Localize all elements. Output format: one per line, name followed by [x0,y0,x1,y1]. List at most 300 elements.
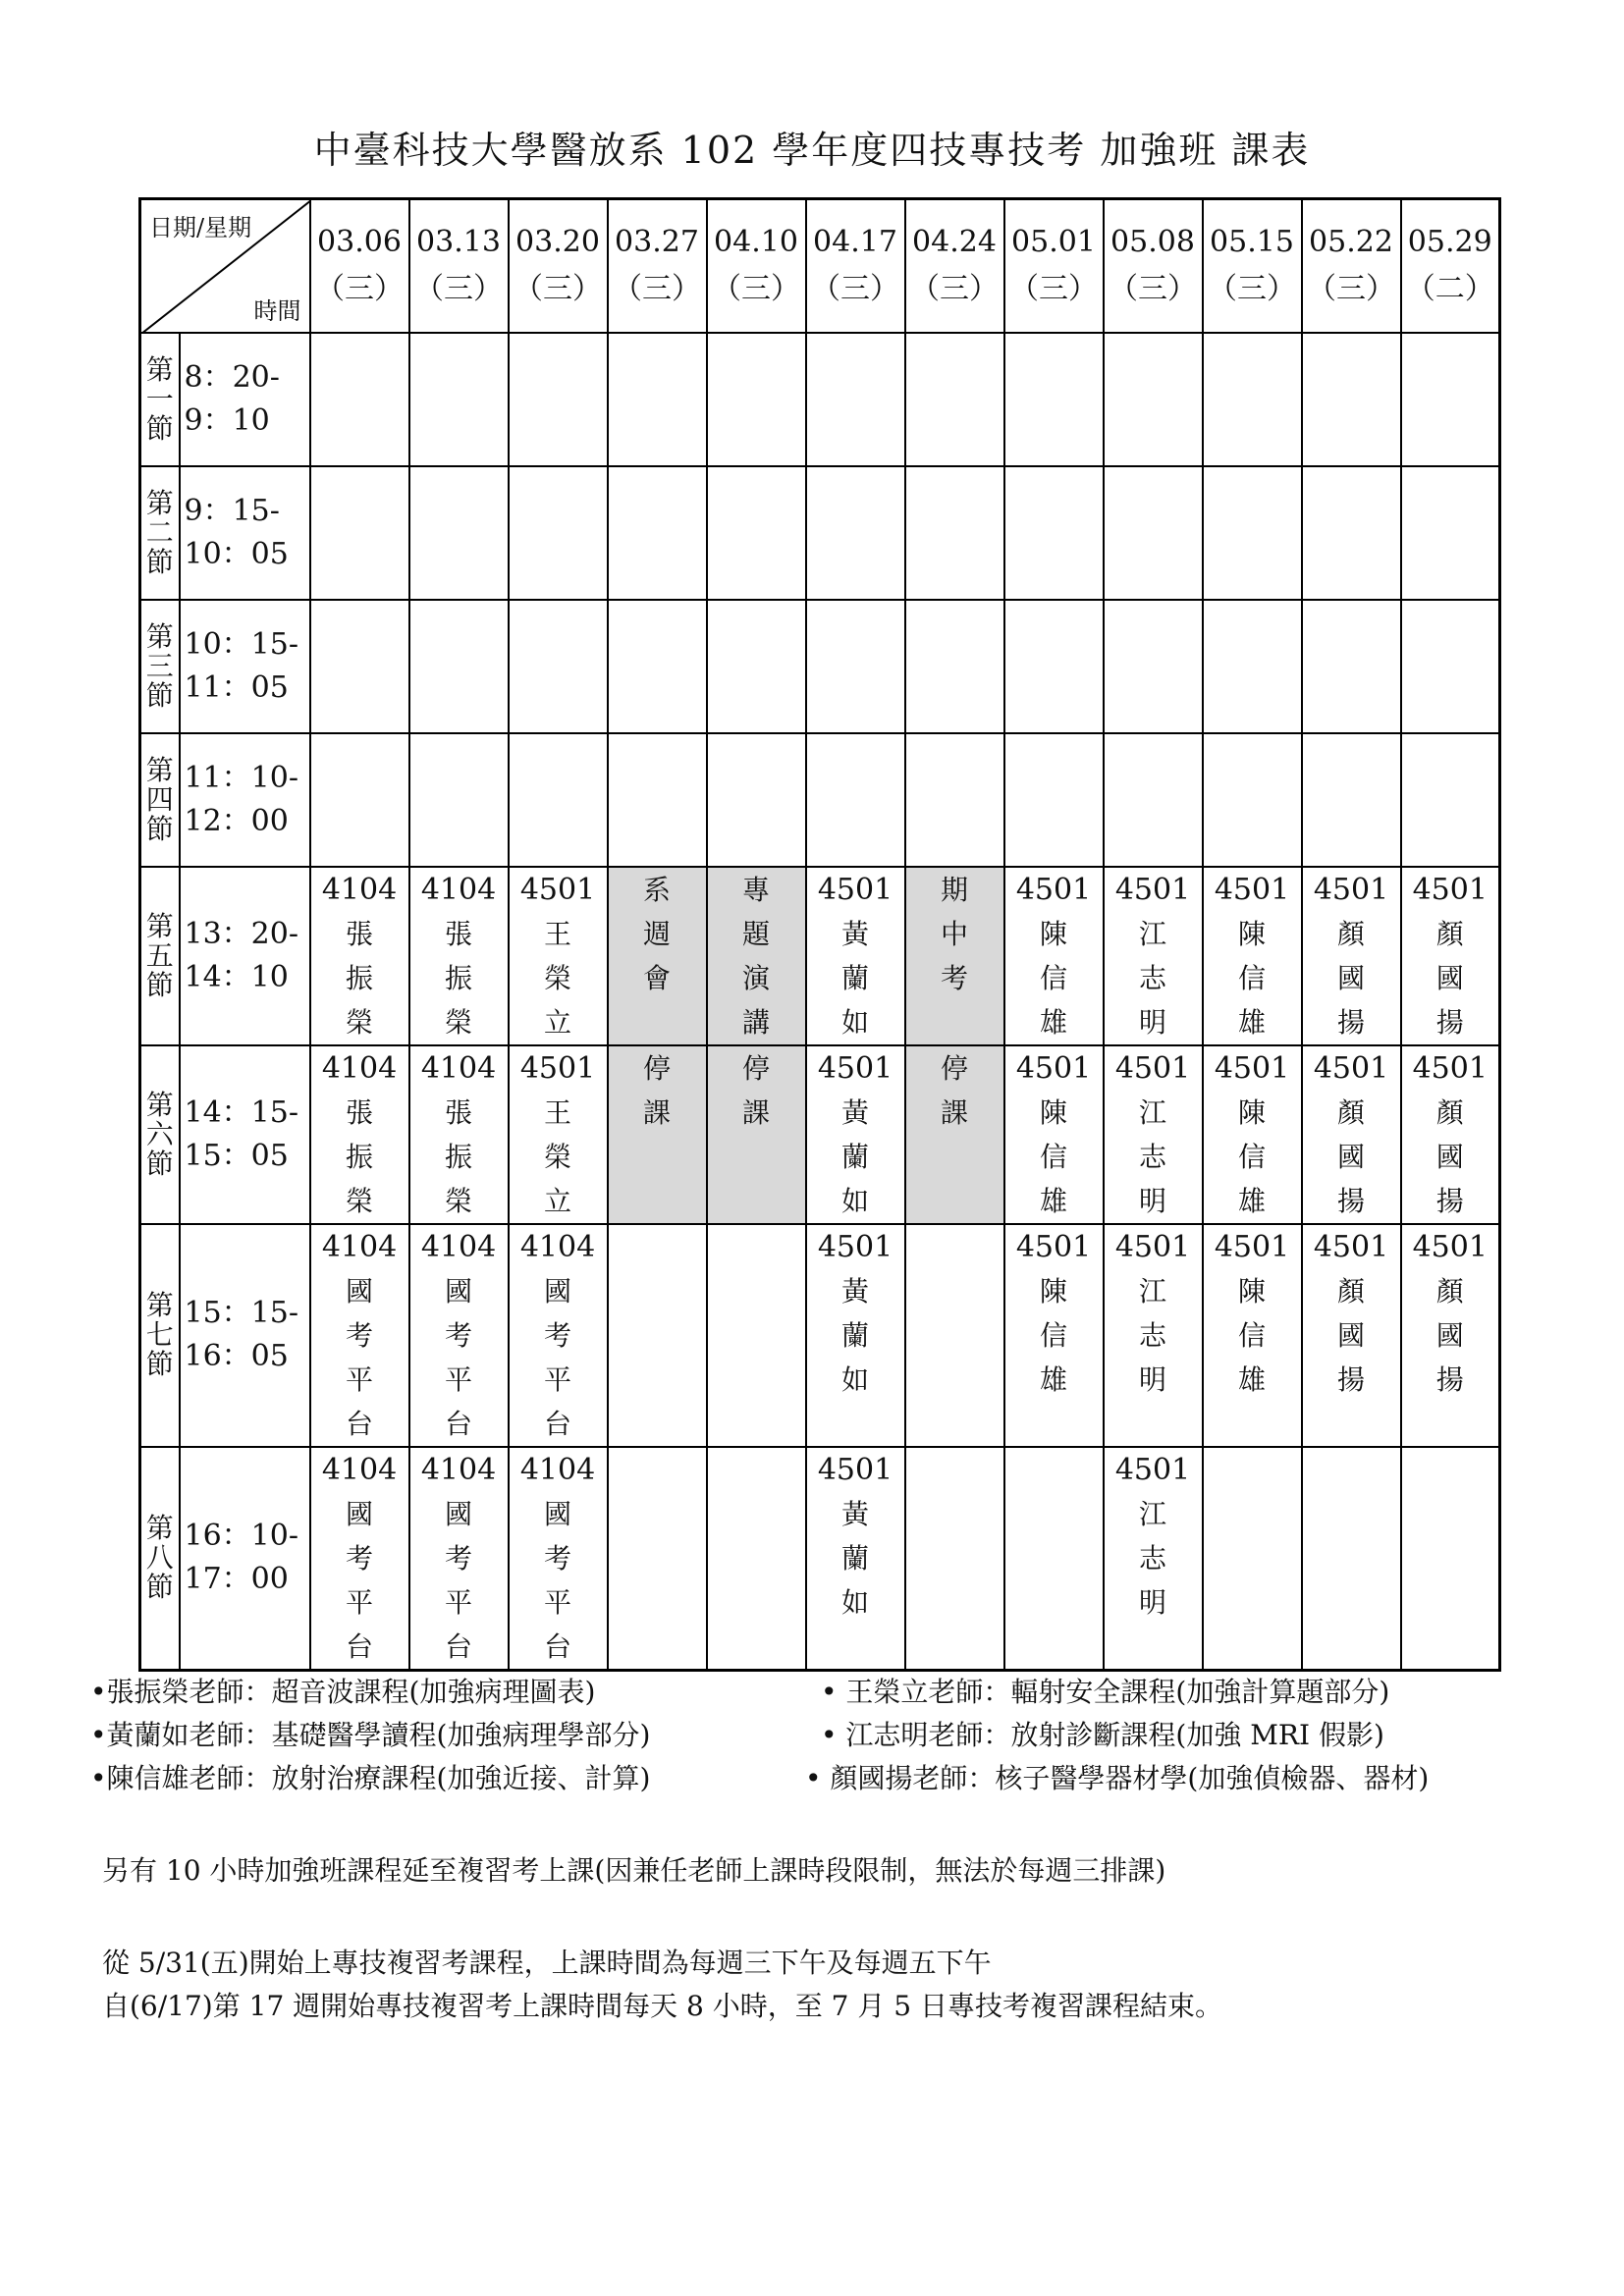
class-text-char: 台 [345,1629,373,1663]
class-cell [1401,1045,1500,1224]
period-label-char: 第 [145,352,174,386]
weekday-label: （三） [315,271,404,306]
class-text-char: 張 [345,1095,373,1129]
corner-header-cell [140,199,310,333]
teacher-note-left-1: •張振榮老師：超音波課程(加強病理圖表) [90,1676,596,1708]
class-cell [1104,1224,1203,1447]
class-cell [409,1447,509,1671]
class-text-char: 揚 [1336,1362,1365,1396]
empty-class-cell [409,333,509,466]
period-label-char: 第 [145,486,174,519]
class-text-char: 顏 [1336,917,1365,950]
class-cell [509,1224,608,1447]
period-row [140,333,1500,466]
empty-class-cell [806,733,905,867]
room-number: 4501 [1015,1229,1092,1264]
empty-class-cell [1004,1447,1104,1671]
period-label-cell [140,466,180,600]
period-start-time: 11：10- [184,760,298,795]
class-text-char: 揚 [1435,1005,1464,1039]
class-text-char: 立 [543,1005,571,1039]
room-number: 4501 [817,1050,893,1086]
class-text-char: 國 [543,1274,571,1308]
period-start-time: 8：20- [184,359,280,395]
empty-class-cell [905,1224,1004,1447]
class-text-char: 國 [1435,1140,1464,1173]
class-text-char: 蘭 [840,1541,869,1575]
weekday-label: （三） [712,271,800,306]
class-cell [905,867,1004,1045]
class-cell [707,1045,806,1224]
empty-class-cell [1401,1447,1500,1671]
empty-class-cell [905,466,1004,600]
period-label-cell [140,1045,180,1224]
period-time-cell [180,733,310,867]
period-label-char: 第 [145,753,174,786]
empty-class-cell [1401,333,1500,466]
period-label-char: 節 [145,1147,174,1180]
class-text-char: 陳 [1237,1095,1266,1129]
empty-class-cell [707,1224,806,1447]
teacher-note-right-1: • 王榮立老師：輻射安全課程(加強計算題部分) [821,1676,1390,1708]
empty-class-cell [310,600,409,733]
empty-class-cell [409,600,509,733]
weekday-label: （三） [1208,271,1296,306]
class-cell [310,1447,409,1671]
class-text-char: 國 [1435,961,1464,994]
class-cell [1302,1224,1401,1447]
period-row [140,867,1500,1045]
weekday-label: （三） [414,271,503,306]
period-label-char: 節 [145,812,174,845]
class-text-char: 國 [345,1274,373,1308]
room-number: 4501 [1214,1229,1290,1264]
period-label-char: 節 [145,411,174,445]
class-cell [1004,1224,1104,1447]
class-text-char: 振 [444,961,472,994]
room-number: 4104 [321,872,398,907]
period-row [140,733,1500,867]
class-text-char: 陳 [1237,1274,1266,1308]
class-text-char: 顏 [1435,1274,1464,1308]
date-label: 04.17 [813,224,897,259]
class-text-char: 顏 [1435,1095,1464,1129]
date-header-cell [608,199,707,333]
room-number: 4501 [1214,1050,1290,1086]
room-number: 4104 [420,872,497,907]
period-label-char: 八 [145,1541,174,1574]
period-label-char: 第 [145,619,174,653]
class-text-char: 中 [940,917,968,950]
class-text-char: 黃 [840,917,869,950]
period-end-time: 14：10 [184,959,289,994]
class-text-char: 顏 [1435,917,1464,950]
class-cell [310,1224,409,1447]
period-label-char: 四 [145,782,174,816]
room-number: 4501 [1214,872,1290,907]
class-text-char: 國 [1336,1140,1365,1173]
class-text-char: 江 [1138,1095,1166,1129]
empty-class-cell [409,466,509,600]
period-label-char: 二 [145,515,174,549]
empty-class-cell [1004,733,1104,867]
corner-label-date-day: 日期/星期 [149,214,252,241]
room-number: 4501 [1114,1452,1191,1487]
empty-class-cell [707,600,806,733]
class-text-char: 課 [741,1095,770,1129]
empty-class-cell [1401,733,1500,867]
class-text-char: 講 [741,1005,770,1039]
class-cell [1302,1045,1401,1224]
empty-class-cell [905,333,1004,466]
period-time-cell [180,867,310,1045]
header-row [140,199,1500,333]
class-text-char: 期 [940,873,968,906]
class-text-char: 題 [741,917,770,950]
class-cell [509,867,608,1045]
class-text-char: 江 [1138,1274,1166,1308]
class-text-char: 榮 [345,1184,373,1217]
class-text-char: 蘭 [840,961,869,994]
empty-class-cell [1302,466,1401,600]
period-end-time: 17：00 [184,1562,289,1596]
class-text-char: 會 [642,961,671,994]
room-number: 4501 [817,1229,893,1264]
class-text-char: 國 [444,1497,472,1530]
period-label-char: 第 [145,909,174,942]
class-text-char: 考 [543,1318,571,1352]
class-cell [1401,867,1500,1045]
class-text-char: 雄 [1039,1184,1067,1217]
room-number: 4104 [420,1452,497,1487]
class-text-char: 考 [940,961,968,994]
empty-class-cell [608,333,707,466]
class-text-char: 榮 [543,1140,571,1173]
class-cell [509,1447,608,1671]
period-label-char: 節 [145,545,174,578]
date-header-cell [1203,199,1302,333]
class-cell [707,867,806,1045]
class-text-char: 平 [345,1585,373,1619]
class-text-char: 雄 [1039,1362,1067,1396]
class-cell [1203,1224,1302,1447]
class-text-char: 課 [940,1095,968,1129]
class-cell [310,1045,409,1224]
empty-class-cell [707,733,806,867]
class-text-char: 王 [543,1095,571,1129]
class-cell [310,867,409,1045]
room-number: 4501 [1313,1229,1389,1264]
class-text-char: 榮 [444,1184,472,1217]
weekday-label: （三） [811,271,899,306]
class-cell [608,1045,707,1224]
empty-class-cell [1401,600,1500,733]
class-text-char: 國 [1336,1318,1365,1352]
room-number: 4104 [321,1452,398,1487]
date-label: 03.20 [515,224,600,259]
period-time-cell [180,333,310,466]
empty-class-cell [1302,333,1401,466]
empty-class-cell [1203,1447,1302,1671]
class-text-char: 停 [741,1051,770,1085]
class-text-char: 系 [642,873,671,906]
class-text-char: 黃 [840,1274,869,1308]
period-time-cell [180,466,310,600]
empty-class-cell [905,600,1004,733]
room-number: 4501 [817,1452,893,1487]
period-row [140,466,1500,600]
class-text-char: 國 [543,1497,571,1530]
class-text-char: 台 [345,1407,373,1440]
period-label-char: 節 [145,1571,174,1603]
empty-class-cell [310,333,409,466]
room-number: 4501 [1015,872,1092,907]
class-text-char: 信 [1237,961,1266,994]
class-cell [1004,867,1104,1045]
period-start-time: 15：15- [184,1296,298,1330]
class-text-char: 明 [1138,1184,1166,1217]
period-end-time: 16：05 [184,1339,289,1373]
date-label: 05.29 [1407,224,1492,259]
period-start-time: 14：15- [184,1095,298,1130]
date-label: 04.10 [714,224,798,259]
date-label: 03.27 [615,224,699,259]
empty-class-cell [1004,466,1104,600]
date-header-cell [409,199,509,333]
date-header-cell [1401,199,1500,333]
period-end-time: 12：00 [184,803,289,838]
class-text-char: 雄 [1237,1362,1266,1396]
class-text-char: 江 [1138,1497,1166,1530]
class-text-char: 演 [741,961,770,994]
date-label: 05.15 [1210,224,1294,259]
room-number: 4104 [321,1229,398,1264]
period-end-time: 9：10 [184,402,270,438]
class-text-char: 如 [840,1585,869,1619]
room-number: 4501 [1114,872,1191,907]
empty-class-cell [608,1447,707,1671]
class-cell [1104,1045,1203,1224]
class-text-char: 信 [1039,1318,1067,1352]
empty-class-cell [806,466,905,600]
class-text-char: 揚 [1435,1362,1464,1396]
period-end-time: 11：05 [184,669,289,705]
class-text-char: 平 [543,1585,571,1619]
empty-class-cell [310,733,409,867]
date-label: 05.01 [1011,224,1096,259]
period-start-time: 16：10- [184,1519,298,1553]
period-label-char: 節 [145,1348,174,1380]
class-text-char: 明 [1138,1585,1166,1619]
class-cell [1004,1045,1104,1224]
class-text-char: 考 [543,1541,571,1575]
class-text-char: 明 [1138,1005,1166,1039]
period-time-cell [180,1224,310,1447]
empty-class-cell [1302,600,1401,733]
period-label-char: 三 [145,649,174,682]
class-text-char: 國 [1435,1318,1464,1352]
class-text-char: 台 [444,1407,472,1440]
teacher-note-right-2: • 江志明老師：放射診斷課程(加強 MRI 假影) [821,1719,1384,1751]
class-text-char: 信 [1237,1140,1266,1173]
class-text-char: 台 [543,1407,571,1440]
room-number: 4104 [519,1229,596,1264]
class-text-char: 信 [1039,961,1067,994]
date-header-cell [509,199,608,333]
class-text-char: 江 [1138,917,1166,950]
period-label-char: 第 [145,1512,174,1544]
room-number: 4501 [1114,1229,1191,1264]
class-text-char: 志 [1138,1318,1166,1352]
period-time-cell [180,1447,310,1671]
empty-class-cell [509,733,608,867]
class-text-char: 明 [1138,1362,1166,1396]
empty-class-cell [310,466,409,600]
class-text-char: 陳 [1039,1095,1067,1129]
review-intensive-note: 自(6/17)第 17 週開始專技複習考上課時間每天 8 小時，至 7 月 5 日專技考複習課程結束。 [102,1990,1223,2022]
empty-class-cell [509,600,608,733]
empty-class-cell [707,1447,806,1671]
class-text-char: 立 [543,1184,571,1217]
class-text-char: 張 [345,917,373,950]
class-cell [1203,1045,1302,1224]
class-cell [905,1045,1004,1224]
weekday-label: （三） [1009,271,1098,306]
room-number: 4501 [1412,1050,1488,1086]
class-text-char: 張 [444,1095,472,1129]
empty-class-cell [1104,333,1203,466]
room-number: 4501 [1114,1050,1191,1086]
extra-hours-note: 另有 10 小時加強班課程延至複習考上課(因兼任老師上課時段限制，無法於每週三排課) [102,1854,1166,1887]
class-text-char: 信 [1039,1140,1067,1173]
class-text-char: 雄 [1237,1184,1266,1217]
class-cell [1401,1224,1500,1447]
class-text-char: 蘭 [840,1318,869,1352]
date-label: 05.22 [1309,224,1393,259]
date-header-cell [1004,199,1104,333]
class-text-char: 陳 [1237,917,1266,950]
empty-class-cell [608,733,707,867]
class-text-char: 志 [1138,961,1166,994]
weekday-label: （三） [613,271,701,306]
weekday-label: （三） [1307,271,1395,306]
class-text-char: 如 [840,1184,869,1217]
date-label: 04.24 [912,224,997,259]
empty-class-cell [1203,333,1302,466]
room-number: 4501 [817,872,893,907]
empty-class-cell [905,733,1004,867]
date-header-cell [905,199,1004,333]
class-text-char: 停 [940,1051,968,1085]
period-label-char: 六 [145,1117,174,1150]
empty-class-cell [608,600,707,733]
class-text-char: 週 [642,917,671,950]
class-text-char: 國 [345,1497,373,1530]
teacher-note-left-2: •黃蘭如老師：基礎醫學讀程(加強病理學部分) [90,1719,651,1751]
period-label-cell [140,600,180,733]
empty-class-cell [608,1224,707,1447]
class-cell [409,867,509,1045]
empty-class-cell [1104,600,1203,733]
class-text-char: 雄 [1039,1005,1067,1039]
period-label-cell [140,333,180,466]
class-text-char: 課 [642,1095,671,1129]
period-time-cell [180,600,310,733]
class-text-char: 陳 [1039,1274,1067,1308]
room-number: 4501 [1412,872,1488,907]
period-end-time: 10：05 [184,536,289,571]
class-text-char: 榮 [543,961,571,994]
period-row [140,600,1500,733]
period-label-cell [140,1447,180,1671]
empty-class-cell [707,466,806,600]
weekday-label: （二） [1405,271,1494,306]
date-header-cell [1302,199,1401,333]
class-cell [509,1045,608,1224]
class-text-char: 振 [345,961,373,994]
room-number: 4104 [519,1452,596,1487]
room-number: 4501 [1313,1050,1389,1086]
empty-class-cell [1203,466,1302,600]
period-start-time: 10：15- [184,626,298,662]
period-row [140,1045,1500,1224]
class-text-char: 志 [1138,1140,1166,1173]
class-text-char: 專 [741,873,770,906]
class-text-char: 王 [543,917,571,950]
date-label: 03.13 [416,224,501,259]
class-text-char: 停 [642,1051,671,1085]
review-schedule-note: 從 5/31(五)開始上專技複習考課程，上課時間為每週三下午及每週五下午 [102,1947,992,1979]
empty-class-cell [806,600,905,733]
period-start-time: 13：20- [184,916,298,951]
room-number: 4104 [420,1229,497,1264]
empty-class-cell [509,333,608,466]
class-text-char: 黃 [840,1497,869,1530]
class-text-char: 振 [345,1140,373,1173]
class-cell [608,867,707,1045]
class-cell [409,1224,509,1447]
empty-class-cell [509,466,608,600]
class-text-char: 考 [345,1318,373,1352]
period-label-char: 第 [145,1289,174,1321]
period-label-char: 一 [145,382,174,415]
period-label-char: 節 [145,678,174,712]
date-label: 03.06 [317,224,402,259]
schedule-body [140,333,1500,1671]
date-header-cell [1104,199,1203,333]
weekday-label: （三） [1109,271,1197,306]
period-label-cell [140,733,180,867]
class-text-char: 志 [1138,1541,1166,1575]
empty-class-cell [905,1447,1004,1671]
class-cell [806,867,905,1045]
empty-class-cell [1203,733,1302,867]
period-label-cell [140,867,180,1045]
period-row [140,1447,1500,1671]
class-text-char: 如 [840,1005,869,1039]
class-text-char: 揚 [1435,1184,1464,1217]
room-number: 4104 [321,1050,398,1086]
period-row [140,1224,1500,1447]
period-start-time: 9：15- [184,493,280,528]
empty-class-cell [806,333,905,466]
class-text-char: 顏 [1336,1274,1365,1308]
period-label-char: 五 [145,938,174,972]
class-text-char: 平 [345,1362,373,1396]
class-text-char: 台 [543,1629,571,1663]
room-number: 4501 [519,1050,596,1086]
room-number: 4501 [1412,1229,1488,1264]
